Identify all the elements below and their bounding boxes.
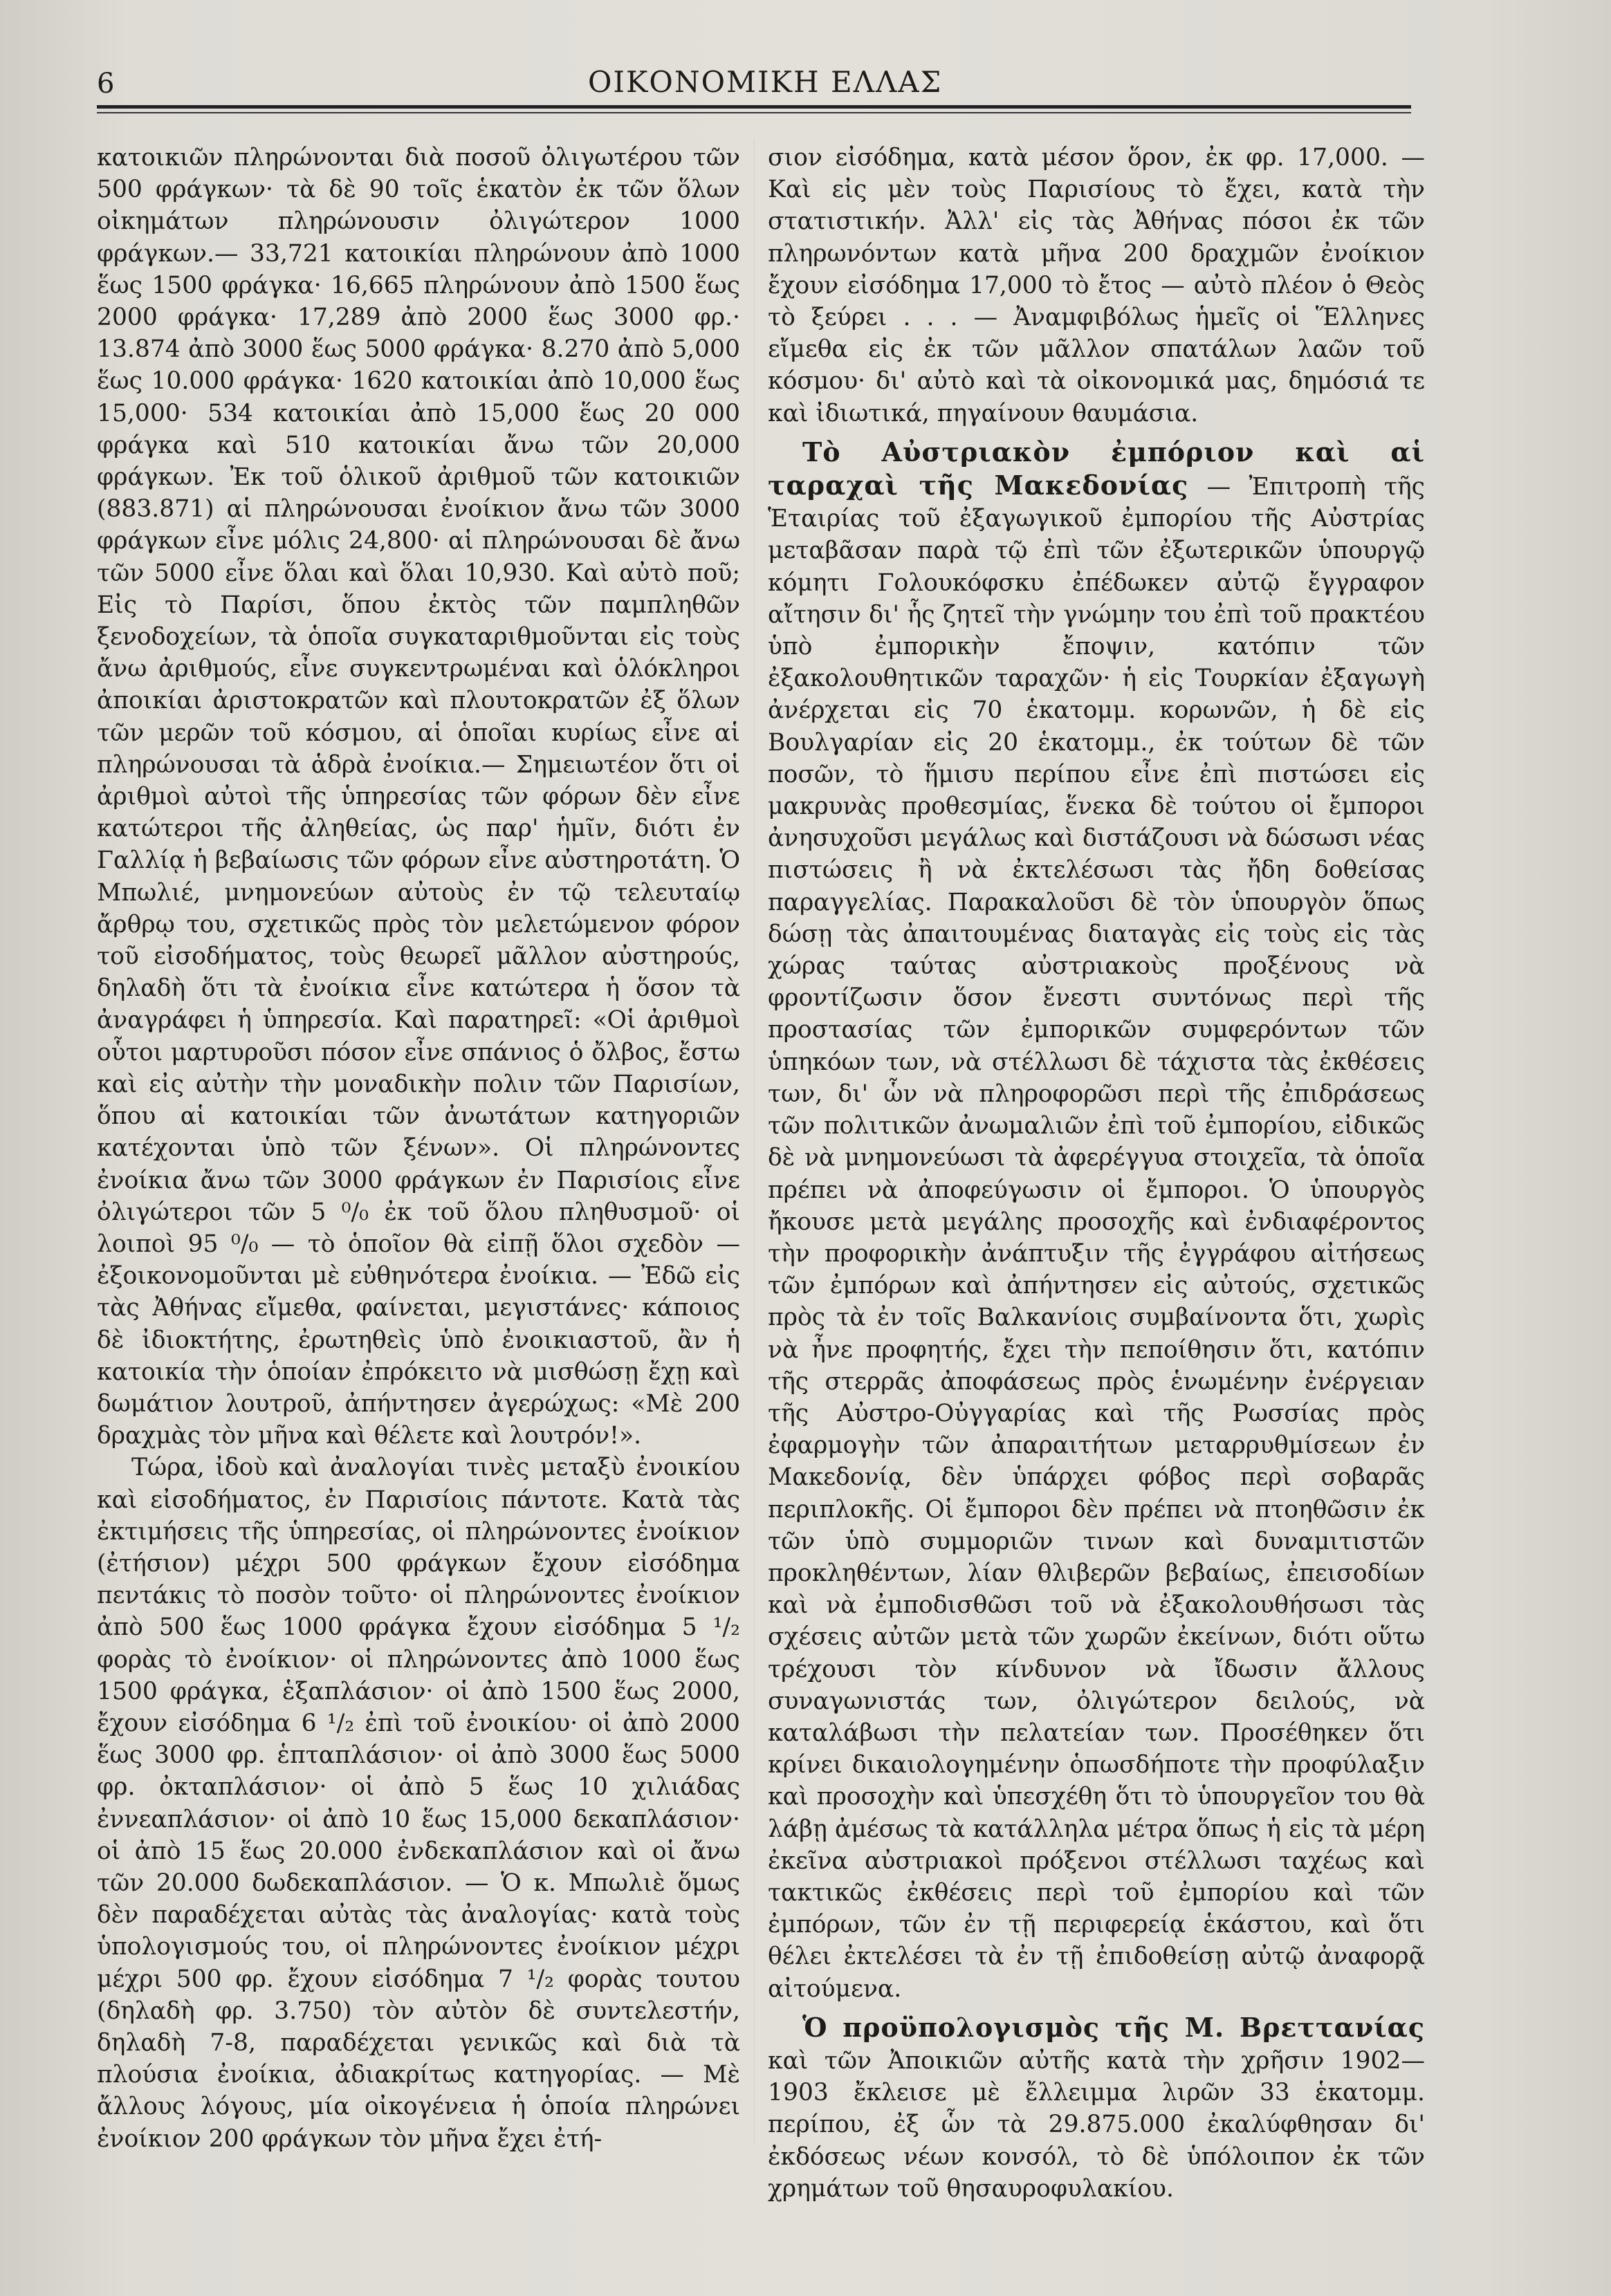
- left-paragraph-2: Τώρα, ἰδοὺ καὶ ἀναλογίαι τινὲς μεταξὺ ἐνοικίου καὶ εἰσοδήματος, ἐν Παρισίοις πάντοτε. Κατὰ τὰς ἐκτιμήσεις τῆς ὑπηρεσίας, οἱ πληρώνοντες ἐνοίκιον (ἐτήσιον) μέχρι 500 φράγκων ἔχουν εἰσόδημα πεντάκις τὸ ποσὸν τοῦτο· οἱ πληρώνοντες ἐνοίκιον ἀπὸ 500 ἕως 1000 φράγκα ἔχουν εἰσόδημα 5 ¹/₂ φορὰς τὸ ἐνοίκιον· οἱ πληρώνοντες ἀπὸ 1000 ἕως 1500 φράγκα, ἑξαπλάσιον· οἱ ἀπὸ 1500 ἕως 2000, ἔχουν εἰσόδημα 6 ¹/₂ ἐπὶ τοῦ ἐνοικίου· οἱ ἀπὸ 2000 ἕως 3000 φρ. ἑπταπλάσιον· οἱ ἀπὸ 3000 ἕως 5000 φρ. ὀκταπλάσιον· οἱ ἀπὸ 5 ἕως 10 χιλιάδας ἐννεαπλάσιον· οἱ ἀπὸ 10 ἕως 15,000 δεκαπλάσιον· οἱ ἀπὸ 15 ἕως 20.000 ἐνδεκαπλάσιον καὶ οἱ ἄνω τῶν 20.000 δωδεκαπλάσιον. — Ὁ κ. Μπωλιὲ ὅμως δὲν παραδέχεται αὐτὰς τὰς ἀναλογίας· κατὰ τοὺς ὑπολογισμούς του, οἱ πληρώνοντες ἐνοίκιον μέχρι μέχρι 500 φρ. ἔχουν εἰσόδημα 7 ¹/₂ φορὰς τουτου (δηλαδὴ φρ. 3.750) τὸν αὐτὸν δὲ συντελεστήν, δηλαδὴ 7-8, παραδέχεται γενικῶς καὶ διὰ τὰ πλούσια ἐνοίκια, ἀδιακρίτως κατηγορίας. — Μὲ ἄλλους λόγους, μία οἰκογένεια ἡ ὁποία πληρώνει ἐνοίκιον 200 φράγκων τὸν μῆνα ἔχει ἐτή-: [97, 1454, 740, 2153]
- austrian-trade-body: — Ἐπιτροπὴ τῆς Ἑταιρίας τοῦ ἐξαγωγικοῦ ἐμπορίου τῆς Αὐστρίας μεταβᾶσαν παρὰ τῷ ἐπὶ τῶν ἐξωτερικῶν ὑπουργῷ κόμητι Γολουκόφσκυ ἐπέδωκεν αὐτῷ ἔγγραφον αἴτησιν δι' ἧς ζητεῖ τὴν γνώμην του ἐπὶ τοῦ πρακτέου ὑπὸ ἐμπορικὴν ἔποψιν, κατόπιν τῶν ἐξακολουθητικῶν ταραχῶν· ἡ εἰς Τουρκίαν ἐξαγωγὴ ἀνέρχεται εἰς 70 ἑκατομμ. κορωνῶν, ἡ δὲ εἰς Βουλγαρίαν εἰς 20 ἑκατομμ., ἐκ τούτων δὲ τῶν ποσῶν, τὸ ἥμισυ περίπου εἶνε ἐπὶ πιστώσει εἰς μακρυνὰς προθεσμίας, ἕνεκα δὲ τούτου οἱ ἔμποροι ἀνησυχοῦσι μεγάλως καὶ διστάζουσι νὰ δώσωσι νέας πιστώσεις ἢ νὰ ἐκτελέσωσι τὰς ἤδη δοθείσας παραγγελίας. Παρακαλοῦσι δὲ τὸν ὑπουργὸν ὅπως δώσῃ τὰς ἀπαιτουμένας διαταγὰς εἰς τοὺς εἰς τὰς χώρας ταύτας αὐστριακοὺς προξένους νὰ φροντίζωσιν ὅσον ἔνεστι συντόνως περὶ τῆς προστασίας τῶν ἐμπορικῶν συμφερόντων τῶν ὑπηκόων των, νὰ στέλλωσι δὲ τάχιστα τὰς ἐκθέσεις των, δι' ὧν νὰ πληροφορῶσι περὶ τῆς ἐπιδράσεως τῶν πολιτικῶν ἀνωμαλιῶν ἐπὶ τοῦ ἐμπορίου, εἰδικῶς δὲ νὰ μνημονεύωσι τὰ ἀφερέγγυα στοιχεῖα, τὰ ὁποῖα πρέπει νὰ ἀποφεύγωσιν οἱ ἔμποροι. Ὁ ὑπουργὸς ἤκουσε μετὰ μεγάλης προσοχῆς καὶ ἐνδιαφέροντος τὴν προφορικὴν ἀνάπτυξιν τῆς ἐγγράφου αἰτήσεως τῶν ἐμπόρων καὶ ἀπήντησεν εἰς αὐτούς, σχετικῶς πρὸς τὰ ἐν τοῖς Βαλκανίοις συμβαίνοντα ὅτι, χωρὶς νὰ ἦνε προφητής, ἔχει τὴν πεποίθησιν ὅτι, κατόπιν τῆς στερρᾶς ἀποφάσεως πρὸς ἑνωμένην ἐνέργειαν τῆς Αὐστρο-Οὐγγαρίας καὶ τῆς Ρωσσίας πρὸς ἐφαρμογὴν τῶν ἀπαραιτήτων μεταρρυθμίσεων ἐν Μακεδονίᾳ, δὲν ὑπάρχει φόβος περὶ σοβαρᾶς περιπλοκῆς. Οἱ ἔμποροι δὲν πρέπει νὰ πτοηθῶσιν ἐκ τῶν ὑπὸ συμμοριῶν τινων καὶ δυναμιτιστῶν προκληθέντων, λίαν θλιβερῶν βεβαίως, ἐπεισοδίων καὶ νὰ ἐμποδισθῶσι τοῦ νὰ ἐξακολουθήσωσι τὰς σχέσεις αὐτῶν μετὰ τῶν χωρῶν ἐκείνων, διότι οὕτω τρέχουσι τὸν κίνδυνον νὰ ἴδωσιν ἄλλους συναγωνιστάς των, ὀλιγώτερον δειλούς, νὰ καταλάβωσι τὴν πελατείαν των. Προσέθηκεν ὅτι κρίνει δικαιολογημένην ὁπωσδήποτε τὴν προφύλαξιν καὶ προσοχὴν καὶ ὑπεσχέθη ὅτι τὸ ὑπουργεῖον του θὰ λάβῃ ἀμέσως τὰ κατάλληλα μέτρα ὅπως ἡ εἰς τὰ μέρη ἐκεῖνα αὐστριακοὶ πρόξενοι στέλλωσι ταχέως καὶ τακτικῶς ἐκθέσεις περὶ τοῦ ἐμπορίου καὶ τῶν ἐμπόρων, τῶν ἐν τῇ περιφερείᾳ ἑκάστου, καὶ ὅτι θέλει ἐκτελέσει τὰ ἐν τῇ ἐπιδοθείσῃ αὐτῷ ἀναφορᾷ αἰτούμενα.: [768, 473, 1425, 2003]
- british-budget-article: [768, 2012, 1425, 2205]
- column-divider: [754, 138, 755, 2144]
- left-column: [97, 142, 740, 2155]
- british-budget-heading: Ὁ προϋπολογισμὸς τῆς Μ. Βρεττανίας: [802, 2011, 1425, 2043]
- left-paragraph-1: κατοικιῶν πληρώνονται διὰ ποσοῦ ὀλιγωτέρου τῶν 500 φράγκων· τὰ δὲ 90 τοῖς ἑκατὸν ἐκ τῶν ὅλων οἰκημάτων πληρώνουσιν ὀλιγώτερον 1000 φράγκων.— 33,721 κατοικίαι πληρώνουν ἀπὸ 1000 ἕως 1500 φράγκα· 16,665 πληρώνουν ἀπὸ 1500 ἕως 2000 φράγκα· 17,289 ἀπὸ 2000 ἕως 3000 φρ.· 13.874 ἀπὸ 3000 ἕως 5000 φράγκα· 8.270 ἀπὸ 5,000 ἕως 10.000 φράγκα· 1620 κατοικίαι ἀπὸ 10,000 ἕως 15,000· 534 κατοικίαι ἀπὸ 15,000 ἕως 20 000 φράγκα καὶ 510 κατοικίαι ἄνω τῶν 20,000 φράγκων. Ἐκ τοῦ ὁλικοῦ ἀριθμοῦ τῶν κατοικιῶν (883.871) αἱ πληρώνουσαι ἐνοίκιον ἄνω τῶν 3000 φράγκων εἶνε μόλις 24,800· αἱ πληρώνουσαι δὲ ἄνω τῶν 5000 εἶνε ὅλαι καὶ ὅλαι 10,930. Καὶ αὐτὸ ποῦ; Εἰς τὸ Παρίσι, ὅπου ἐκτὸς τῶν παμπληθῶν ξενοδοχείων, τὰ ὁποῖα συγκαταριθμοῦνται εἰς τοὺς ἄνω ἀριθμούς, εἶνε συγκεντρωμέναι καὶ ὁλόκληροι ἀποικίαι ἀριστοκρατῶν καὶ πλουτοκρατῶν ἐξ ὅλων τῶν μερῶν τοῦ κόσμου, αἱ ὁποῖαι κυρίως εἶνε αἱ πληρώνουσαι τὰ ἁδρὰ ἐνοίκια.— Σημειωτέον ὅτι οἱ ἀριθμοὶ αὐτοὶ τῆς ὑπηρεσίας τῶν φόρων δὲν εἶνε κατώτεροι τῆς ἀληθείας, ὡς παρ' ἡμῖν, διότι ἐν Γαλλίᾳ ἡ βεβαίωσις τῶν φόρων εἶνε αὐστηροτάτη. Ὁ Μπωλιέ, μνημονεύων αὐτοὺς ἐν τῷ τελευταίῳ ἄρθρῳ του, σχετικῶς πρὸς τὸν μελετώμενον φόρον τοῦ εἰσοδήματος, τοὺς θεωρεῖ μᾶλλον αὐστηρούς, δηλαδὴ ὅτι τὰ ἐνοίκια εἶνε κατώτερα ἡ ὅσον τὰ ἀναγράφει ἡ ὑπηρεσία. Καὶ παρατηρεῖ: «Οἱ ἀριθμοὶ οὗτοι μαρτυροῦσι πόσον εἶνε σπάνιος ὁ ὄλβος, ἔστω καὶ εἰς αὐτὴν τὴν μοναδικὴν πολιν τῶν Παρισίων, ὅπου αἱ κατοικίαι τῶν ἀνωτάτων κατηγοριῶν κατέχονται ὑπὸ τῶν ξένων». Οἱ πληρώνοντες ἐνοίκια ἄνω τῶν 3000 φράγκων ἐν Παρισίοις εἶνε ὀλιγώτεροι τῶν 5 ⁰/₀ ἐκ τοῦ ὅλου πληθυσμοῦ· οἱ λοιποὶ 95 ⁰/₀ — τὸ ὁποῖον θὰ εἰπῇ ὅλοι σχεδὸν — ἐξοικονομοῦνται μὲ εὐθηνότερα ἐνοίκια. — Ἐδῶ εἰς τὰς Ἀθήνας εἴμεθα, φαίνεται, μεγιστάνες· κάποιος δὲ ἰδιοκτήτης, ἐρωτηθεὶς ὑπὸ ἐνοικιαστοῦ, ἂν ἡ κατοικία τὴν ὁποίαν ἐπρόκειτο νὰ μισθώσῃ ἔχῃ καὶ δωμάτιον λουτροῦ, ἀπήντησεν ἀγερώχως: «Μὲ 200 δραχμὰς τὸν μῆνα καὶ θέλετε καὶ λουτρόν!».: [97, 144, 740, 1450]
- header-rule: [97, 105, 1411, 109]
- british-budget-body: καὶ τῶν Ἀποικιῶν αὐτῆς κατὰ τὴν χρῆσιν 1902—1903 ἔκλεισε μὲ ἔλλειμμα λιρῶν 33 ἑκατομμ. περίπου, ἐξ ὧν τὰ 29.875.000 ἐκαλύφθησαν δι' ἐκδόσεως νέων κονσόλ, τὸ δὲ ὑπόλοιπον ἐκ τῶν χρημάτων τοῦ θησαυροφυλακίου.: [768, 2046, 1425, 2203]
- austrian-trade-heading: Τὸ Αὐστριακὸν ἐμπόριον καὶ αἱ ταραχαὶ τῆς Μακεδονίας: [768, 436, 1425, 501]
- right-paragraph-1: σιον εἰσόδημα, κατὰ μέσον ὅρον, ἐκ φρ. 17,000. — Καὶ εἰς μὲν τοὺς Παρισίους τὸ ἔχει, κατὰ τὴν στατιστικήν. Ἀλλ' εἰς τὰς Ἀθήνας πόσοι ἐκ τῶν πληρωνόντων κατὰ μῆνα 200 δραχμῶν ἐνοίκιον ἔχουν εἰσόδημα 17,000 τὸ ἔτος — αὐτὸ πλέον ὁ Θεὸς τὸ ξεύρει . . . — Ἀναμφιβόλως ἡμεῖς οἱ Ἕλληνες εἴμεθα εἰς ἐκ τῶν μᾶλλον σπατάλων λαῶν τοῦ κόσμου· δι' αὐτὸ καὶ τὰ οἰκονομικά μας, δημόσιά τε καὶ ἰδιωτικά, πηγαίνουν θαυμάσια.: [768, 144, 1425, 427]
- right-column: [768, 142, 1425, 2205]
- page-number: 6: [97, 68, 115, 100]
- austrian-trade-article: [768, 436, 1425, 2005]
- page-header: [90, 61, 1418, 109]
- header-rule-thin: [97, 112, 1411, 113]
- running-title: ΟΙΚΟΝΟΜΙΚΗ ΕΛΛΑΣ: [588, 65, 943, 99]
